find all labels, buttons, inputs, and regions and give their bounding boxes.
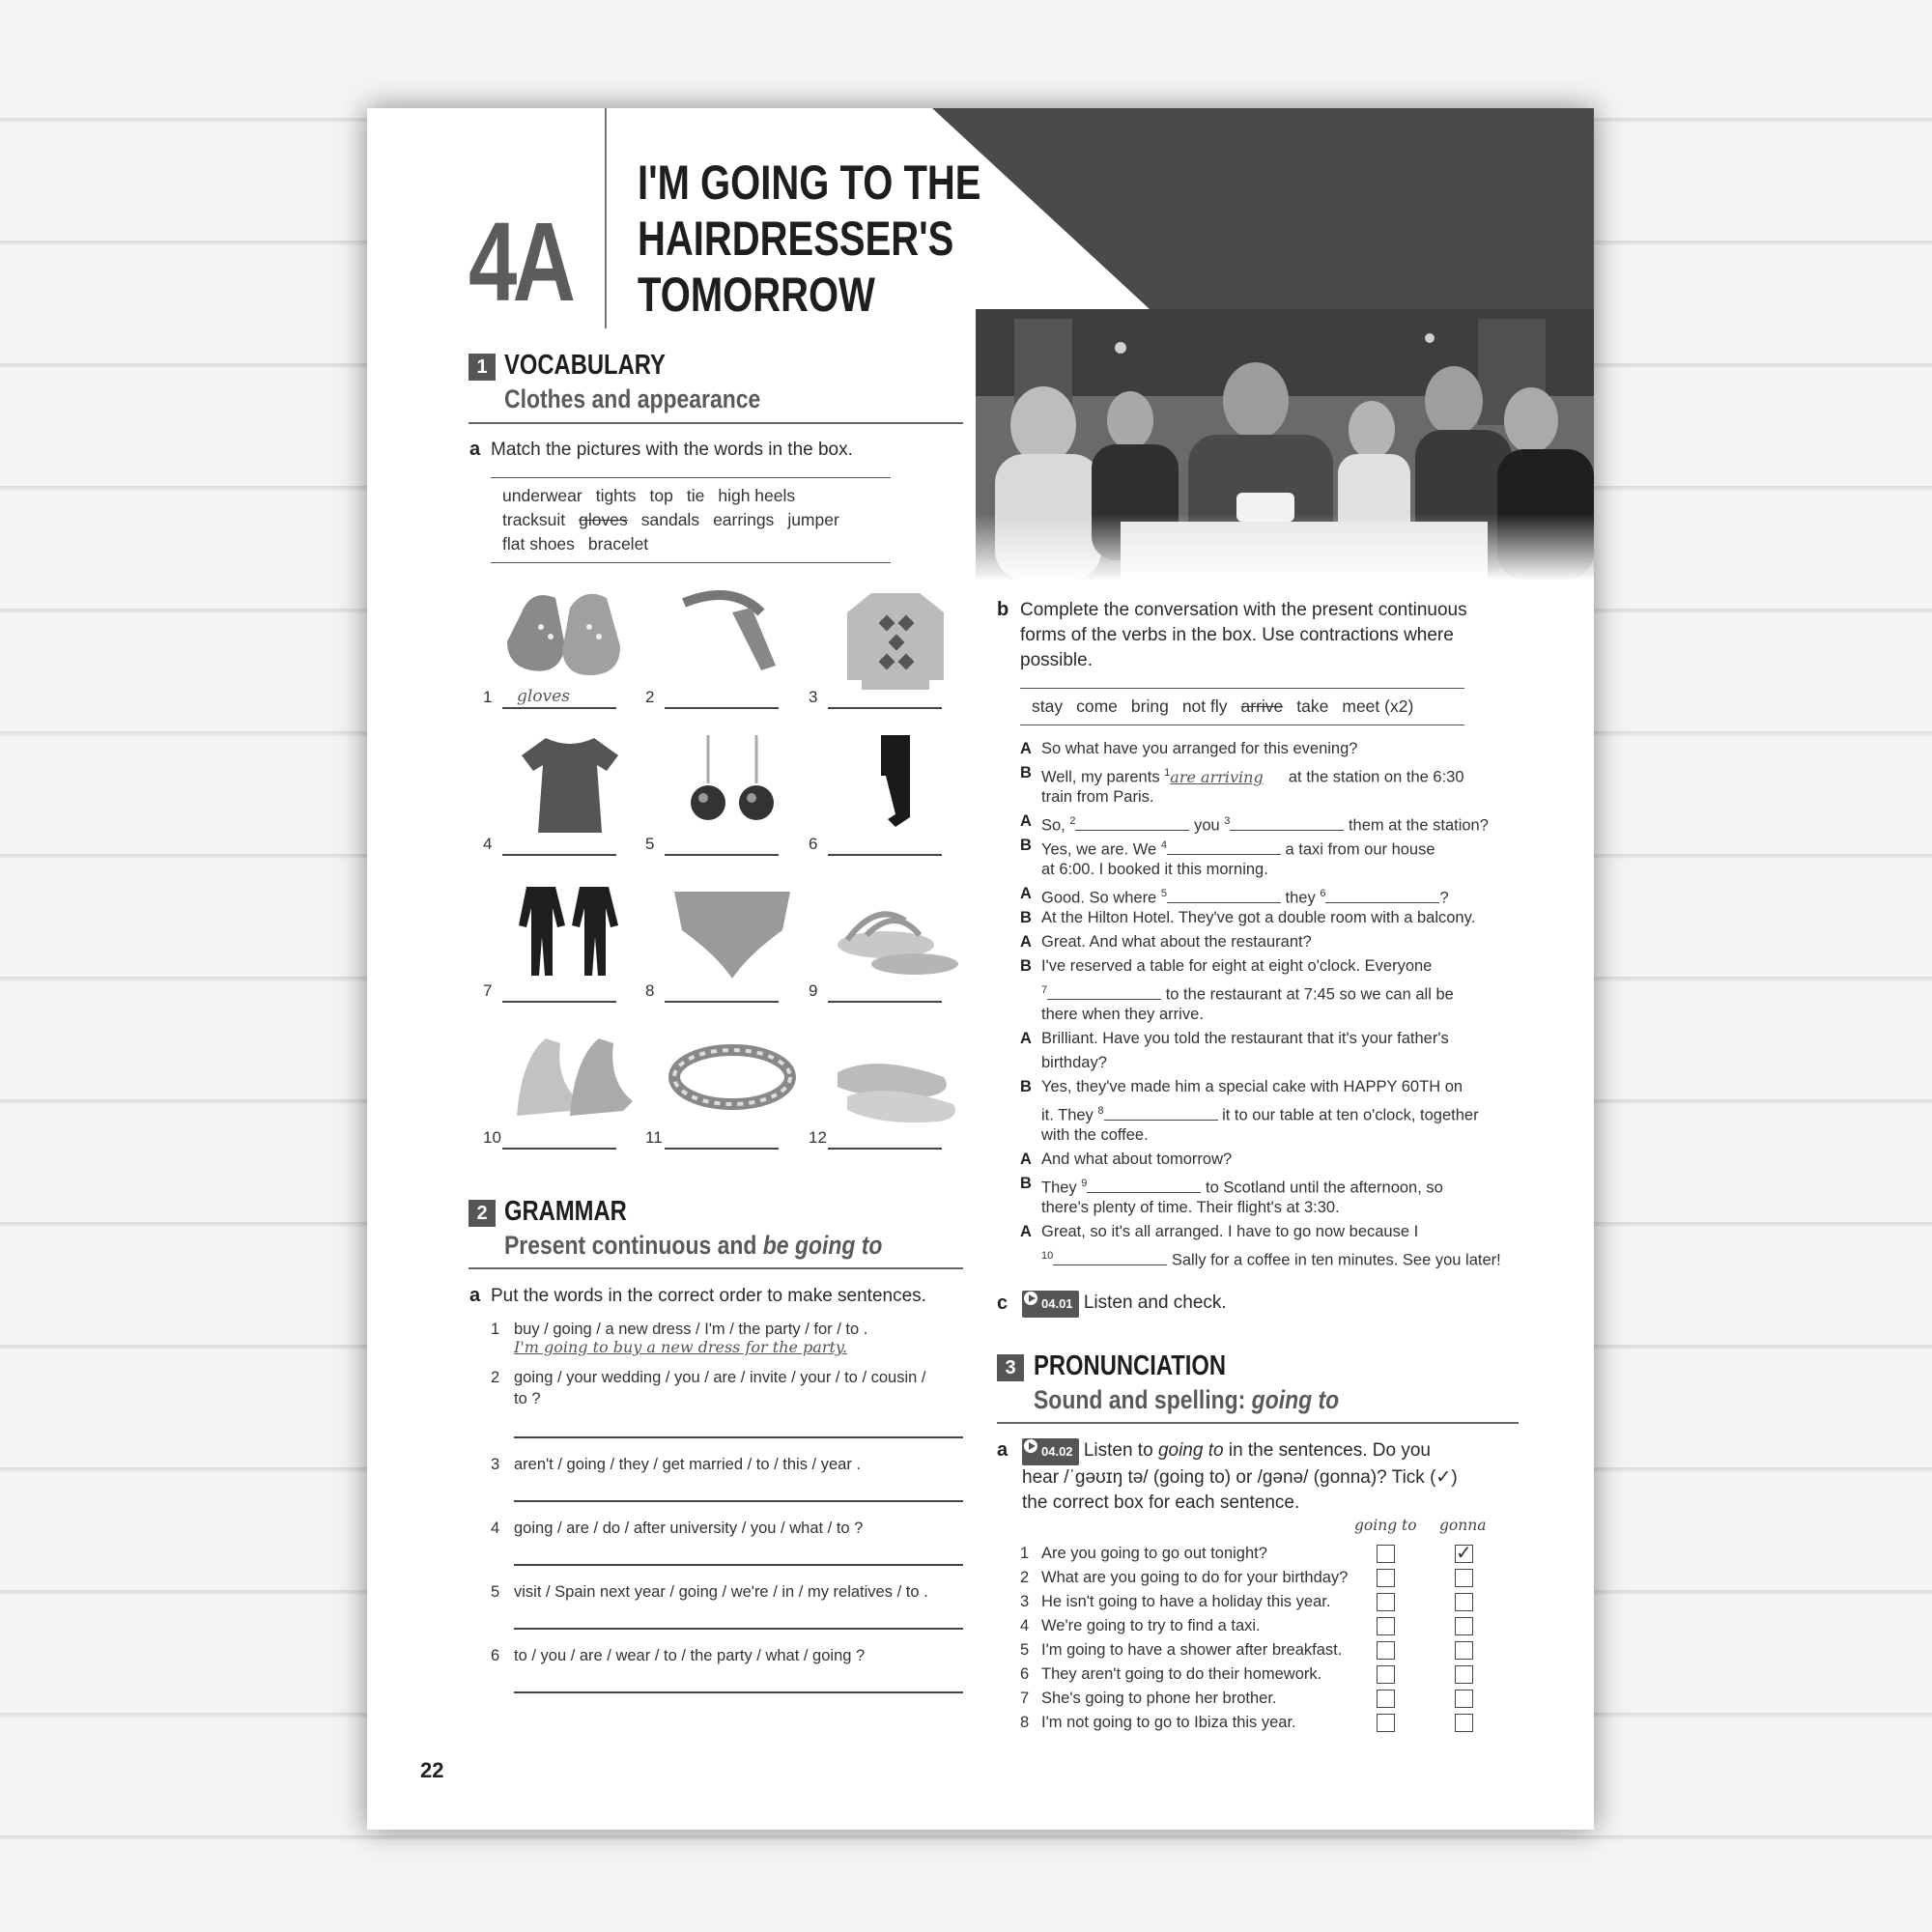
gap-blank[interactable]: are arriving bbox=[1170, 767, 1264, 786]
gap-blank[interactable] bbox=[1087, 1178, 1201, 1193]
going-to-checkbox[interactable] bbox=[1377, 1641, 1395, 1660]
gonna-checkbox[interactable] bbox=[1455, 1545, 1473, 1563]
conversation-line: At the Hilton Hotel. They've got a double room with a balcony. bbox=[1041, 909, 1476, 926]
gap-number: 3 bbox=[1224, 815, 1231, 827]
exercise-instruction: Match the pictures with the words in the box. bbox=[491, 440, 853, 460]
gap-number: 2 bbox=[1069, 815, 1076, 827]
grammar-item-number: 6 bbox=[491, 1647, 500, 1664]
verb-box-item: come bbox=[1076, 696, 1118, 716]
unit-title-line: TOMORROW bbox=[638, 268, 875, 322]
verb-box-item: take bbox=[1296, 696, 1329, 716]
instruction-text: Listen and check. bbox=[1083, 1293, 1227, 1313]
grammar-item-number: 2 bbox=[491, 1369, 500, 1386]
pronunciation-sentence: They aren't going to do their homework. bbox=[1041, 1665, 1322, 1683]
speaker-label: B bbox=[1020, 1078, 1032, 1095]
tie-icon bbox=[665, 583, 800, 695]
pronunciation-sentence: We're going to try to find a taxi. bbox=[1041, 1617, 1261, 1634]
pronunciation-row-number: 5 bbox=[1020, 1641, 1030, 1659]
verb-box bbox=[1020, 688, 1464, 725]
conversation-line: Well, my parents $^1$are arriving at the station on the 6:30 bbox=[1041, 761, 1464, 790]
header-divider bbox=[605, 108, 607, 328]
picture-number: 5 bbox=[645, 835, 655, 853]
word-box-item: flat shoes bbox=[502, 534, 575, 554]
conversation-line: Yes, we are. We $^4$ a taxi from our house bbox=[1041, 839, 1435, 859]
gap-number: 6 bbox=[1320, 888, 1326, 899]
gap-blank[interactable] bbox=[1167, 888, 1281, 903]
header-banner bbox=[932, 108, 1594, 309]
going-to-checkbox[interactable] bbox=[1377, 1569, 1395, 1587]
exercise-instruction bbox=[1020, 598, 1467, 673]
top-icon bbox=[502, 730, 638, 841]
word-box-item: high heels bbox=[718, 486, 796, 505]
conversation-line: Great, so it's all arranged. I have to go now because I bbox=[1041, 1223, 1419, 1240]
conversation-line: with the coffee. bbox=[1041, 1126, 1149, 1144]
answer-line[interactable] bbox=[514, 1691, 963, 1693]
exercise-letter: c bbox=[997, 1293, 1009, 1314]
answer-line[interactable] bbox=[665, 1001, 779, 1003]
answer-line[interactable] bbox=[828, 854, 942, 856]
gap-number: 5 bbox=[1160, 888, 1167, 899]
pronunciation-row-number: 1 bbox=[1020, 1545, 1030, 1562]
speaker-label: A bbox=[1020, 812, 1032, 830]
going-to-checkbox[interactable] bbox=[1377, 1665, 1395, 1684]
instruction-line: the correct box for each sentence. bbox=[1022, 1492, 1300, 1513]
instruction-italic: going to bbox=[1157, 1440, 1224, 1461]
pronunciation-sentence: She's going to phone her brother. bbox=[1041, 1690, 1277, 1707]
section-number: 1 bbox=[469, 354, 496, 381]
pronunciation-sentence: I'm going to have a shower after breakfast. bbox=[1041, 1641, 1343, 1659]
grammar-item-prompt: going / your wedding / you / are / invite / your / to / cousin / bbox=[514, 1369, 926, 1386]
picture-number: 11 bbox=[645, 1128, 663, 1147]
earrings-icon bbox=[665, 730, 800, 841]
answer-line[interactable] bbox=[502, 854, 616, 856]
conversation-line: there's plenty of time. Their flight's at 3:30. bbox=[1041, 1199, 1340, 1216]
answer-line[interactable] bbox=[502, 707, 616, 709]
flat-shoes-icon bbox=[828, 1024, 963, 1135]
grammar-item-prompt: going / are / do / after university / you / what / to ? bbox=[514, 1520, 864, 1537]
pronunciation-row-number: 3 bbox=[1020, 1593, 1030, 1610]
conversation-line: Brilliant. Have you told the restaurant that it's your father's bbox=[1041, 1030, 1449, 1047]
pronunciation-row-number: 7 bbox=[1020, 1690, 1030, 1707]
instruction-text: Listen to bbox=[1083, 1440, 1158, 1461]
instruction-line: hear /ˈɡəʊɪŋ tə/ (going to) or /ɡənə/ (gonna)? Tick (✓) bbox=[1022, 1467, 1458, 1488]
unit-title-line: I'M GOING TO THE bbox=[638, 156, 981, 210]
gap-number: 4 bbox=[1160, 839, 1167, 851]
answer-line[interactable] bbox=[514, 1500, 963, 1502]
answer-line[interactable] bbox=[514, 1436, 963, 1438]
answer-line[interactable] bbox=[514, 1628, 963, 1630]
grammar-item-number: 4 bbox=[491, 1520, 500, 1537]
gap-blank[interactable] bbox=[1167, 839, 1281, 855]
going-to-checkbox[interactable] bbox=[1377, 1690, 1395, 1708]
speaker-label: A bbox=[1020, 885, 1032, 902]
going-to-checkbox[interactable] bbox=[1377, 1545, 1395, 1563]
going-to-checkbox[interactable] bbox=[1377, 1714, 1395, 1732]
conversation-line: I've reserved a table for eight at eight o'clock. Everyone bbox=[1041, 957, 1433, 975]
grammar-item-prompt: to ? bbox=[514, 1390, 541, 1407]
subtitle-italic: going to bbox=[1251, 1385, 1340, 1414]
instruction-line: possible. bbox=[1020, 650, 1093, 670]
pronunciation-row-number: 4 bbox=[1020, 1617, 1030, 1634]
speaker-label: A bbox=[1020, 1151, 1032, 1168]
conversation-line: They $^9$ to Scotland until the afternoon, so bbox=[1041, 1178, 1443, 1197]
pronunciation-row-number: 6 bbox=[1020, 1665, 1030, 1683]
sandals-icon bbox=[828, 877, 963, 988]
exercise-letter: a bbox=[469, 1285, 481, 1306]
high-heels-icon bbox=[502, 1024, 638, 1135]
gonna-checkbox[interactable] bbox=[1455, 1665, 1473, 1684]
section-title: PRONUNCIATION bbox=[1034, 1350, 1227, 1381]
audio-track-button[interactable]: 04.01 bbox=[1022, 1291, 1079, 1318]
verb-box-item: not fly bbox=[1181, 696, 1228, 716]
exercise-instruction bbox=[1022, 1438, 1458, 1516]
gap-number: 1 bbox=[1164, 767, 1171, 779]
instruction-line: Complete the conversation with the present continuous bbox=[1020, 600, 1467, 620]
conversation-line: Yes, they've made him a special cake with HAPPY 60TH on bbox=[1041, 1078, 1463, 1095]
section-rule bbox=[469, 422, 963, 424]
picture-number: 9 bbox=[809, 981, 818, 1000]
going-to-checkbox[interactable] bbox=[1377, 1593, 1395, 1611]
gap-blank[interactable] bbox=[1325, 888, 1439, 903]
picture-number: 4 bbox=[483, 835, 493, 853]
exercise-instruction: Put the words in the correct order to make sentences. bbox=[491, 1286, 926, 1306]
subtitle-plain: Sound and spelling: bbox=[1034, 1385, 1252, 1414]
gonna-checkbox[interactable] bbox=[1455, 1617, 1473, 1635]
word-box-item: sandals bbox=[640, 510, 700, 529]
gap-blank[interactable] bbox=[1230, 815, 1344, 831]
word-box-item: jumper bbox=[787, 510, 839, 529]
conversation-line: it. They $^8$ it to our table at ten o'clock, together bbox=[1041, 1105, 1479, 1124]
verb-box-item-struck: arrive bbox=[1240, 696, 1284, 716]
pronunciation-row-number: 2 bbox=[1020, 1569, 1030, 1586]
conversation-line: train from Paris. bbox=[1041, 788, 1154, 806]
gonna-checkbox[interactable] bbox=[1455, 1569, 1473, 1587]
audio-track-button[interactable]: 04.02 bbox=[1022, 1438, 1079, 1465]
tracksuit-icon bbox=[502, 877, 638, 988]
section-title: VOCABULARY bbox=[504, 350, 666, 381]
section-subtitle bbox=[504, 1231, 882, 1261]
speaker-label: B bbox=[1020, 909, 1032, 926]
gap-number: 10 bbox=[1041, 1250, 1054, 1262]
word-box-item: bracelet bbox=[587, 534, 649, 554]
gap-number: 8 bbox=[1097, 1105, 1104, 1117]
section-number: 2 bbox=[469, 1200, 496, 1227]
speaker-label: A bbox=[1020, 740, 1032, 757]
word-box-item: tracksuit bbox=[502, 510, 566, 529]
section-title: GRAMMAR bbox=[504, 1196, 627, 1227]
page-number: 22 bbox=[420, 1758, 444, 1782]
answer-line[interactable] bbox=[665, 854, 779, 856]
speaker-label: B bbox=[1020, 837, 1032, 854]
answer-line[interactable] bbox=[665, 1148, 779, 1150]
exercise-letter: a bbox=[469, 439, 481, 460]
column-header-gonna: gonna bbox=[1439, 1517, 1487, 1534]
grammar-item-prompt: aren't / going / they / get married / to / this / year . bbox=[514, 1456, 861, 1473]
written-answer: gloves bbox=[517, 687, 570, 706]
answer-line[interactable] bbox=[502, 1148, 616, 1150]
going-to-checkbox[interactable] bbox=[1377, 1617, 1395, 1635]
word-box-item: underwear bbox=[502, 486, 582, 505]
exercise-letter: b bbox=[997, 599, 1009, 620]
subtitle-plain: Present continuous and bbox=[504, 1231, 763, 1260]
instruction-text: in the sentences. Do you bbox=[1223, 1440, 1431, 1461]
picture-number: 2 bbox=[645, 688, 655, 706]
check-mark-icon: ✓ bbox=[1456, 1543, 1472, 1564]
answer-line[interactable] bbox=[665, 707, 779, 709]
exercise-letter: a bbox=[997, 1439, 1009, 1461]
section-subtitle bbox=[1034, 1385, 1339, 1415]
tights-icon bbox=[828, 730, 963, 841]
word-box bbox=[491, 477, 891, 563]
conversation-line: $^7$ to the restaurant at 7:45 so we can all be bbox=[1041, 984, 1454, 1004]
gloves-icon bbox=[502, 583, 638, 695]
answer-line[interactable] bbox=[828, 707, 942, 709]
conversation-line: Great. And what about the restaurant? bbox=[1041, 933, 1312, 951]
pronunciation-sentence: He isn't going to have a holiday this year. bbox=[1041, 1593, 1331, 1610]
word-box-item: top bbox=[649, 486, 673, 505]
speaker-label: B bbox=[1020, 1175, 1032, 1192]
conversation-line: So what have you arranged for this evening? bbox=[1041, 740, 1358, 757]
answer-line[interactable] bbox=[828, 1001, 942, 1003]
word-box-item: earrings bbox=[713, 510, 775, 529]
grammar-item-number: 5 bbox=[491, 1583, 500, 1601]
conversation-line: birthday? bbox=[1041, 1054, 1107, 1071]
workbook-page bbox=[367, 108, 1594, 1830]
conversation-line: So, $^2$ you $^3$ them at the station? bbox=[1041, 815, 1489, 835]
grammar-item-prompt: buy / going / a new dress / I'm / the party / for / to . bbox=[514, 1321, 868, 1338]
gonna-checkbox[interactable] bbox=[1455, 1641, 1473, 1660]
grammar-item-prompt: to / you / are / wear / to / the party / what / going ? bbox=[514, 1647, 866, 1664]
section-rule bbox=[469, 1267, 963, 1269]
underwear-icon bbox=[665, 877, 800, 988]
verb-box-item: stay bbox=[1032, 696, 1064, 716]
speaker-label: B bbox=[1020, 957, 1032, 975]
grammar-item-number: 3 bbox=[491, 1456, 500, 1473]
photo-fade bbox=[976, 514, 1594, 582]
conversation-line: at 6:00. I booked it this morning. bbox=[1041, 861, 1268, 878]
unit-title-line: HAIRDRESSER'S bbox=[638, 212, 954, 266]
verb-box-item: bring bbox=[1130, 696, 1169, 716]
unit-title bbox=[638, 155, 980, 323]
gonna-checkbox[interactable] bbox=[1455, 1714, 1473, 1732]
picture-number: 7 bbox=[483, 981, 493, 1000]
picture-number: 1 bbox=[483, 688, 493, 706]
gap-blank[interactable] bbox=[1075, 815, 1189, 831]
answer-line[interactable] bbox=[502, 1001, 616, 1003]
speaker-label: B bbox=[1020, 764, 1032, 781]
gonna-checkbox[interactable] bbox=[1455, 1593, 1473, 1611]
answer-line[interactable] bbox=[828, 1148, 942, 1150]
exercise-instruction bbox=[1022, 1291, 1227, 1318]
picture-number: 3 bbox=[809, 688, 818, 706]
column-header-going-to: going to bbox=[1354, 1517, 1417, 1534]
verb-box-item: meet (x2) bbox=[1342, 696, 1414, 716]
instruction-line: forms of the verbs in the box. Use contractions where bbox=[1020, 625, 1454, 645]
section-rule bbox=[997, 1422, 1519, 1424]
gap-blank[interactable] bbox=[1053, 1250, 1167, 1265]
conversation-line: $^{10}$ Sally for a coffee in ten minutes. See you later! bbox=[1041, 1250, 1501, 1269]
gap-number: 7 bbox=[1041, 984, 1048, 996]
subtitle-italic: be going to bbox=[762, 1231, 883, 1260]
unit-code: 4A bbox=[469, 199, 572, 325]
gap-number: 9 bbox=[1081, 1178, 1088, 1189]
written-answer: I'm going to buy a new dress for the party. bbox=[514, 1338, 847, 1356]
jumper-icon bbox=[828, 583, 963, 695]
pronunciation-sentence: What are you going to do for your birthday? bbox=[1041, 1569, 1349, 1586]
word-box-item: tights bbox=[595, 486, 637, 505]
conversation-line: Good. So where $^5$ they $^6$ ? bbox=[1041, 888, 1449, 907]
pronunciation-sentence: Are you going to go out tonight? bbox=[1041, 1545, 1267, 1562]
gonna-checkbox[interactable] bbox=[1455, 1690, 1473, 1708]
conversation-line: there when they arrive. bbox=[1041, 1006, 1204, 1023]
picture-number: 6 bbox=[809, 835, 818, 853]
conversation-line: And what about tomorrow? bbox=[1041, 1151, 1233, 1168]
picture-number: 8 bbox=[645, 981, 655, 1000]
speaker-label: A bbox=[1020, 933, 1032, 951]
word-box-item: tie bbox=[686, 486, 705, 505]
picture-number: 12 bbox=[809, 1128, 827, 1147]
grammar-item-prompt: visit / Spain next year / going / we're / in / my relatives / to . bbox=[514, 1583, 928, 1601]
answer-line[interactable] bbox=[514, 1564, 963, 1566]
picture-number: 10 bbox=[483, 1128, 501, 1147]
gap-blank[interactable] bbox=[1047, 984, 1161, 1000]
gap-blank[interactable] bbox=[1104, 1105, 1218, 1121]
word-box-item-struck: gloves bbox=[579, 510, 628, 529]
pronunciation-row-number: 8 bbox=[1020, 1714, 1030, 1731]
speaker-label: A bbox=[1020, 1030, 1032, 1047]
section-subtitle: Clothes and appearance bbox=[504, 384, 761, 413]
bracelet-icon bbox=[665, 1024, 800, 1135]
speaker-label: A bbox=[1020, 1223, 1032, 1240]
section-number: 3 bbox=[997, 1354, 1024, 1381]
grammar-item-number: 1 bbox=[491, 1321, 500, 1338]
pronunciation-sentence: I'm not going to go to Ibiza this year. bbox=[1041, 1714, 1296, 1731]
